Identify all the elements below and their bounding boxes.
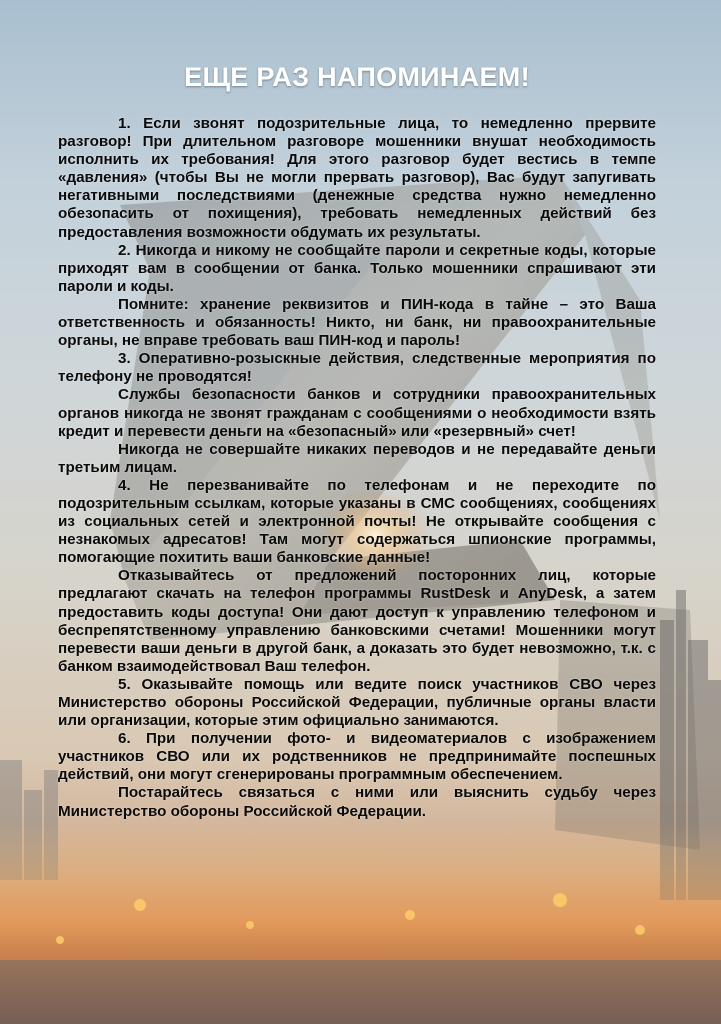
paragraph: Никогда не совершайте никаких переводов и не передавайте деньги третьим лицам. [58, 440, 656, 476]
content [58, 62, 656, 821]
paragraph: 3. Оперативно-розыскные действия, следственные мероприятия по телефону не проводятся! [58, 350, 656, 386]
paragraph: 4. Не перезванивайте по телефонам и не переходите по подозрительным ссылкам, которые указаны в СМС сообщениях, сообщениях из социальных сетей и электронной почты! Не открывайте сообщения с незнакомых адресатов! Там могут содержаться шпионские программы, помогающие похитить ваши банковские данные! [58, 476, 656, 567]
ground [0, 960, 721, 1024]
paragraph: 2. Никогда и никому не сообщайте пароли и секретные коды, которые приходят вам в сообщении от банка. Только мошенники спрашивают эти пароли и коды. [58, 241, 656, 295]
paragraph: 6. При получении фото- и видеоматериалов с изображением участников СВО или их родственников не предпринимайте поспешных действий, они могут сгенерированы программным обеспечением. [58, 730, 656, 784]
paragraph: Постарайтесь связаться с ними или выяснить судьбу через Министерство обороны Российской Федерации. [58, 784, 656, 820]
paragraph: 1. Если звонят подозрительные лица, то немедленно прервите разговор! При длительном разговоре мошенники внушат необходимость исполнить их требования! Для этого разговор будет вестись в темпе «давления» (чтобы Вы не могли прервать разговор), Вас будут запугивать негативными последствиями (денежные средства нужно немедленно обезопасить от похищения), требовать немедленных действий без предоставления возможности обдумать их результаты. [58, 115, 656, 241]
paragraph: Помните: хранение реквизитов и ПИН-кода в тайне – это Ваша ответственность и обязанность! Никто, ни банк, ни правоохранительные органы, не вправе требовать ваш ПИН-код и пароль! [58, 295, 656, 350]
page-title: ЕЩЕ РАЗ НАПОМИНАЕМ! [184, 62, 530, 92]
paragraph: Службы безопасности банков и сотрудники правоохранительных органов никогда не звонят гражданам с сообщениями о необходимости взять кредит и перевести деньги на «безопасный» или «резервный» счет! [58, 386, 656, 440]
paragraph: 5. Оказывайте помощь или ведите поиск участников СВО через Министерство обороны Российской Федерации, публичные органы власти или организации, которые этим официально занимаются. [58, 675, 656, 730]
paragraph: Отказывайтесь от предложений посторонних лиц, которые предлагают скачать на телефон программы RustDesk и AnyDesk, а затем предоставить коды доступа! Они дают доступ к управлению телефоном и беспрепятственному управлению банковскими счетами! Мошенники могут перевести ваши деньги в другой банк, а доказать это будет невозможно, т.к. с банком взаимодействовал Ваш телефон. [58, 567, 656, 675]
